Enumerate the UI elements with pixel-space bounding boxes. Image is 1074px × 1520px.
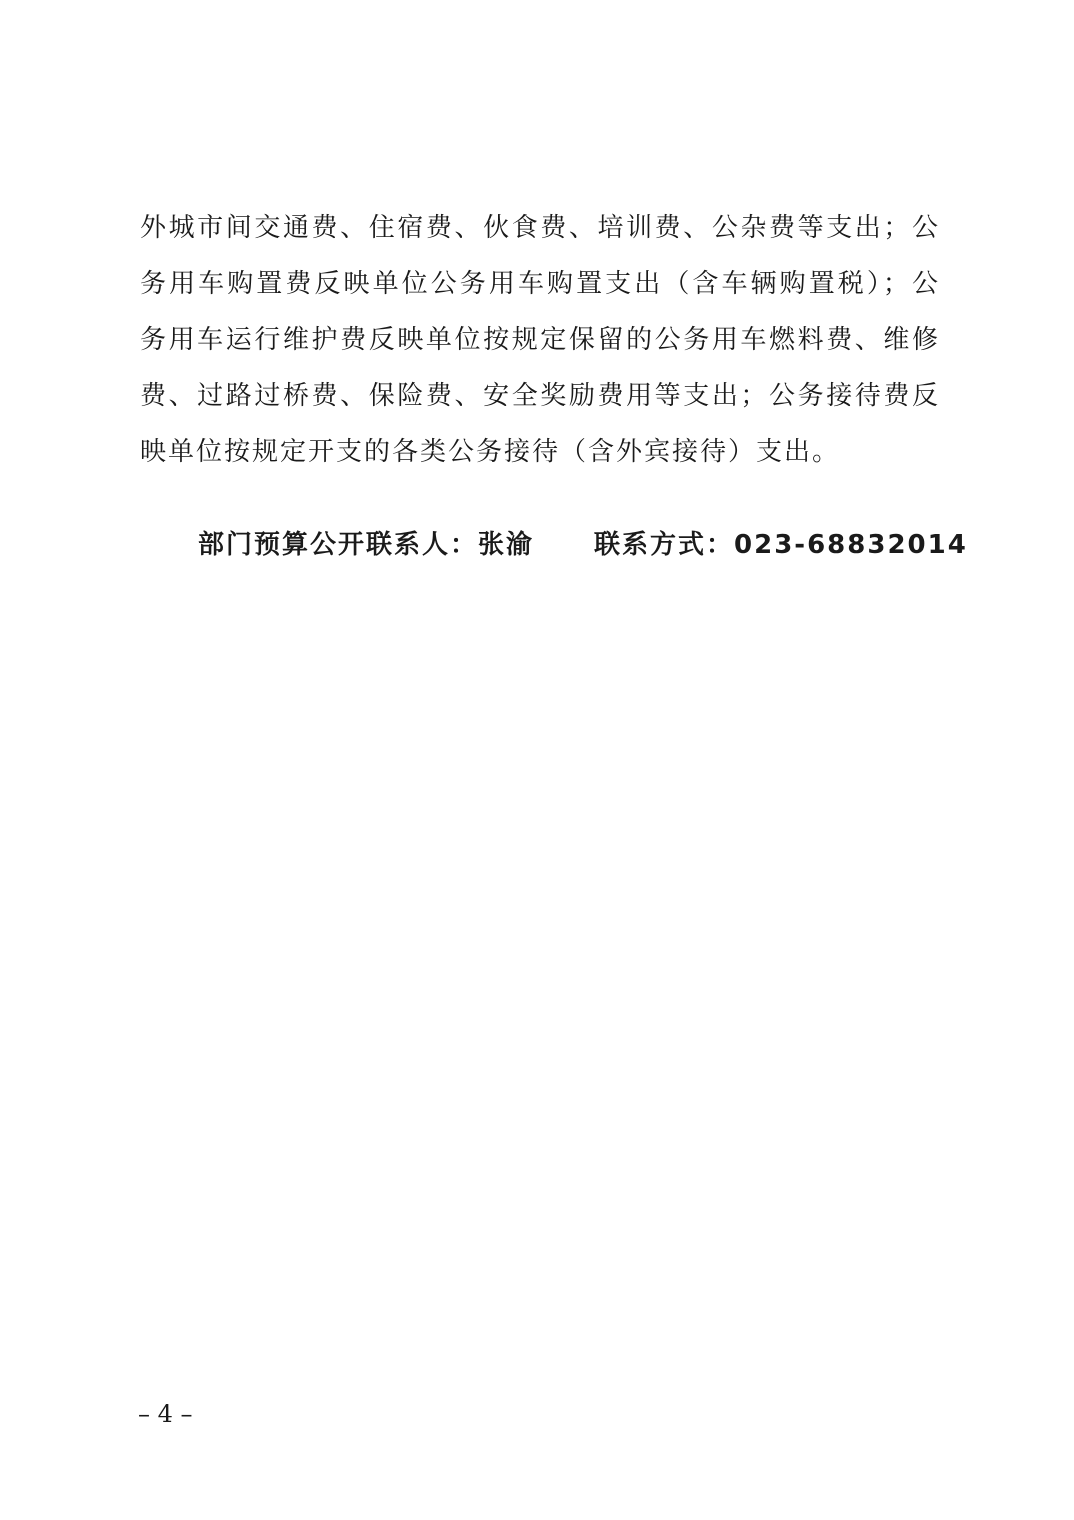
paragraph-line-4: 费、过路过桥费、保险费、安全奖励费用等支出；公务接待费反 [140, 381, 940, 411]
page-number: – 4 – [138, 1400, 193, 1428]
paragraph-line-2: 务用车购置费反映单位公务用车购置支出（含车辆购置税）；公 [140, 269, 940, 299]
contact-method: 联系方式：023-68832014 [594, 530, 968, 560]
contact-line [198, 523, 968, 567]
contact-person: 部门预算公开联系人：张渝 [198, 530, 535, 560]
paragraph-line-5: 映单位按规定开支的各类公务接待（含外宾接待）支出。 [140, 437, 841, 467]
paragraph-line-1: 外城市间交通费、住宿费、伙食费、培训费、公杂费等支出；公 [140, 213, 940, 243]
body-paragraph [140, 200, 940, 480]
paragraph-line-3: 务用车运行维护费反映单位按规定保留的公务用车燃料费、维修 [140, 325, 940, 355]
